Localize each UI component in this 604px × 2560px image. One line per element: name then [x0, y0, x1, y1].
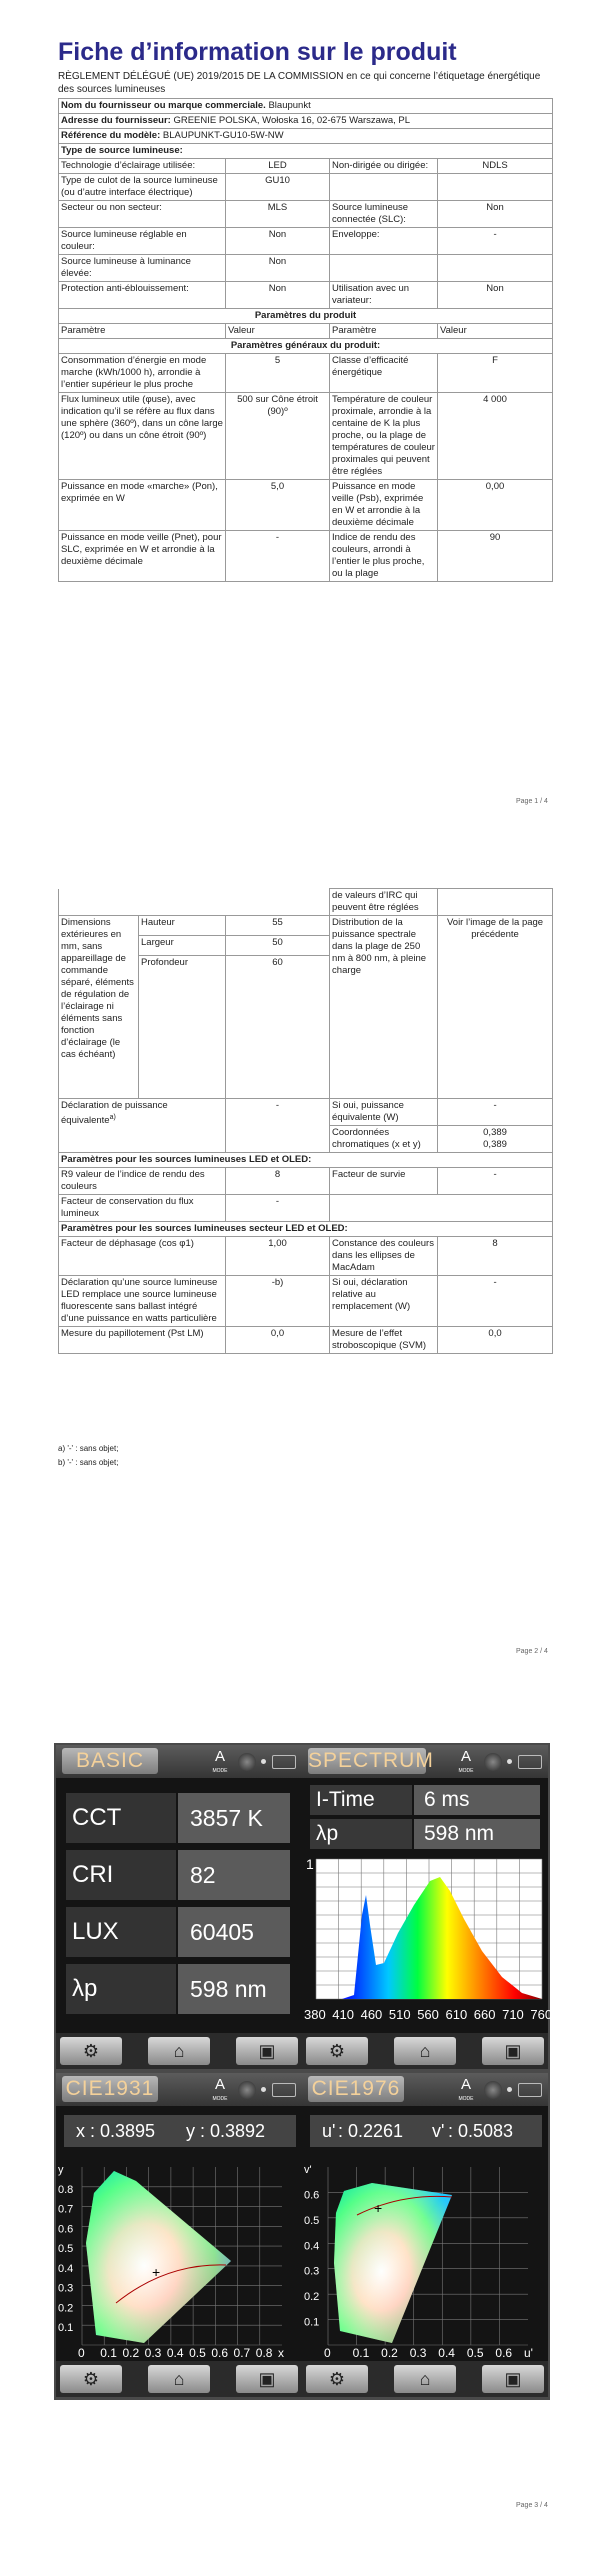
- spectrometer-screenshot: [54, 1743, 553, 2400]
- param-label: Technologie d’éclairage utilisée:: [59, 159, 226, 174]
- itime-value: 6 ms: [414, 1785, 540, 1815]
- param-value: -: [438, 228, 553, 255]
- cri-value: 82: [178, 1850, 290, 1900]
- knob-icon[interactable]: [238, 2081, 256, 2099]
- mode-a-button[interactable]: [454, 2077, 478, 2101]
- replacement-watt-value: -: [438, 1276, 553, 1327]
- y-label: y: [186, 2121, 195, 2141]
- param-value: Non: [226, 255, 330, 282]
- x-axis-label: 0.3: [409, 2346, 427, 2360]
- y-axis-label: 0.1: [304, 2316, 320, 2329]
- r9-label: R9 valeur de l’indice de rendu des couleurs: [59, 1168, 226, 1195]
- page-number-2: Page 2 / 4: [516, 1648, 548, 1655]
- dot-icon: [507, 1759, 512, 1764]
- x-axis-label: 0.4: [438, 2346, 455, 2360]
- type-rows: [59, 159, 553, 309]
- measurement-marker: +: [152, 2264, 161, 2280]
- cct-value: 3857 K: [178, 1793, 290, 1843]
- table-row: [59, 201, 553, 228]
- col-value-1: Valeur: [226, 324, 330, 339]
- y-axis-label: v': [304, 2164, 312, 2176]
- uv-readout: [310, 2115, 542, 2147]
- knob-icon[interactable]: [484, 2081, 502, 2099]
- table-row: [59, 480, 553, 531]
- survival-label: Facteur de survie: [330, 1168, 438, 1195]
- x-axis-label: 0.1: [352, 2346, 370, 2360]
- supplier-value: Blaupunkt: [268, 100, 311, 111]
- basic-panel: [56, 1745, 302, 2069]
- param-label: [330, 174, 438, 201]
- power-factor-label: Facteur de déphasage (cos φ1): [59, 1237, 226, 1276]
- cri-label: CRI: [66, 1850, 176, 1900]
- x-tick-label: 710: [502, 2007, 524, 2022]
- y-axis-label: 0.3: [58, 2282, 74, 2295]
- gear-icon[interactable]: ⚙: [60, 2365, 122, 2393]
- x-tick-label: 560: [417, 2007, 439, 2022]
- footnote-a: a) '-' : sans objet;: [58, 1444, 119, 1453]
- param-value: 0,00: [438, 480, 553, 531]
- param-label: Classe d’efficacité énergétique: [330, 354, 438, 393]
- y-axis-label: 0.2: [304, 2291, 320, 2304]
- param-label: Puissance en mode veille (Pnet), pour SLC, exprimée en W et arrondie à la deuxième décimale: [59, 531, 226, 582]
- param-label: Puissance en mode veille (Psb), exprimée en W et arrondie à la deuxième décimale: [330, 480, 438, 531]
- param-label: Protection anti-éblouissement:: [59, 282, 226, 309]
- y-axis-label: 0.4: [304, 2240, 320, 2253]
- cie1931-tab[interactable]: CIE1931: [62, 2076, 158, 2102]
- y-axis-label: 0.7: [58, 2203, 74, 2216]
- u-value: : 0.2261: [338, 2121, 404, 2141]
- x-tick-label: 610: [445, 2007, 468, 2022]
- itime-row: [310, 1785, 542, 1815]
- dim-width-label: Largeur: [139, 936, 226, 956]
- chromaticity-label: Coordonnées chromatiques (x et y): [330, 1126, 438, 1153]
- param-value: 5: [226, 354, 330, 393]
- dimensions-label: Dimensions extérieures en mm, sans appareillage de commande séparé, éléments de régulation de l’éclairage ni éléments sans fonction d’éclairage (le cas échéant): [59, 916, 139, 1099]
- y-axis-label: 0.3: [304, 2265, 320, 2278]
- battery-icon: [518, 2083, 542, 2097]
- spectral-label: Distribution de la puissance spectrale dans la plage de 250 nm à 800 nm, à pleine charge: [330, 916, 438, 1099]
- x-label: x: [76, 2121, 85, 2141]
- replacement-value: -b): [226, 1276, 330, 1327]
- peak-label: λp: [66, 1964, 176, 2014]
- x-tick-label: 760: [530, 2007, 553, 2022]
- battery-icon: [272, 1755, 296, 1769]
- supplier-label: Nom du fournisseur ou marque commerciale.: [61, 100, 266, 111]
- page-number-3: Page 3 / 4: [516, 2502, 548, 2509]
- y-axis-label: 0.8: [58, 2183, 74, 2196]
- table-row: [59, 255, 553, 282]
- spectrum-tab[interactable]: SPECTRUM: [308, 1749, 434, 1772]
- y-axis-label: 0.4: [58, 2262, 74, 2275]
- cie1931-chart: [56, 2153, 302, 2359]
- param-label: Puissance en mode «marche» (Pon), exprimée en W: [59, 480, 226, 531]
- declaration-note: a): [109, 1114, 116, 1121]
- address-label: Adresse du fournisseur:: [61, 115, 171, 126]
- cie1976-panel: [302, 2073, 548, 2397]
- lux-value: 60405: [178, 1907, 290, 1957]
- x-axis-label: 0.2: [122, 2346, 140, 2360]
- param-value: Non: [438, 201, 553, 228]
- mode-letter: A: [214, 1748, 225, 1765]
- x-axis-label: 0.8: [255, 2346, 273, 2360]
- x-tick-label: 660: [473, 2007, 496, 2022]
- macadam-label: Constance des couleurs dans les ellipses de MacAdam: [330, 1237, 438, 1276]
- footer-bar: [302, 2033, 548, 2069]
- y-axis-label: 0.5: [304, 2214, 320, 2227]
- page-1: [0, 0, 604, 830]
- xy-readout: [64, 2115, 296, 2147]
- gear-icon[interactable]: ⚙: [60, 2037, 122, 2065]
- table-row: [59, 174, 553, 201]
- x-axis-label: 0.5: [189, 2346, 206, 2360]
- param-value: [438, 174, 553, 201]
- table-row: [59, 531, 553, 582]
- mode-letter: A: [460, 1748, 471, 1765]
- declaration-label: Déclaration de puissance équivalente: [61, 1100, 168, 1127]
- param-value: -: [226, 531, 330, 582]
- x-axis-label: 0.5: [466, 2346, 484, 2360]
- stroboscopic-label: Mesure de l’effet stroboscopique (SVM): [330, 1327, 438, 1354]
- home-icon[interactable]: ⌂: [394, 2037, 456, 2065]
- param-value: 500 sur Cône étroit (90)º: [226, 393, 330, 480]
- x-axis-label: 0: [324, 2346, 331, 2360]
- param-value: 90: [438, 531, 553, 582]
- equivalent-label: Si oui, puissance équivalente (W): [330, 1099, 438, 1126]
- battery-icon: [518, 1755, 542, 1769]
- x-axis-label: 0.6: [495, 2346, 513, 2360]
- param-label: [330, 255, 438, 282]
- param-value: F: [438, 354, 553, 393]
- param-value: Non: [226, 228, 330, 255]
- mode-a-button[interactable]: [208, 2077, 232, 2101]
- x-tick-label: 380: [304, 2007, 326, 2022]
- lux-label: LUX: [66, 1907, 176, 1957]
- mode-a-button[interactable]: [208, 1749, 232, 1773]
- param-value: NDLS: [438, 159, 553, 174]
- address-value: GREENIE POLSKA, Wołoska 16, 02-675 Warszawa, PL: [173, 115, 410, 126]
- col-param-2: Paramètre: [330, 324, 438, 339]
- param-label: Secteur ou non secteur:: [59, 201, 226, 228]
- declaration-value: -: [226, 1099, 330, 1153]
- peak-value: 598 nm: [178, 1964, 290, 2014]
- dot-icon: [261, 2087, 266, 2092]
- x-axis-label: 0.1: [100, 2346, 117, 2360]
- save-icon[interactable]: ▣: [236, 2365, 298, 2393]
- home-icon[interactable]: ⌂: [148, 2037, 210, 2065]
- table-row: [59, 354, 553, 393]
- lumen-maint-label: Facteur de conservation du flux lumineux: [59, 1195, 226, 1222]
- cct-row: [66, 1793, 294, 1843]
- param-label: Type de culot de la source lumineuse (ou d’autre interface électrique): [59, 174, 226, 201]
- x-axis-label: 0.4: [166, 2346, 184, 2360]
- equivalent-value: -: [438, 1099, 553, 1126]
- model-label: Référence du modèle:: [61, 130, 161, 141]
- mode-sub: MODE: [458, 1768, 474, 1774]
- params-header: Paramètres du produit: [59, 309, 553, 324]
- save-icon[interactable]: ▣: [236, 2037, 298, 2065]
- x-axis-label: 0: [78, 2346, 85, 2360]
- flicker-value: 0,0: [226, 1327, 330, 1354]
- lp-value: 598 nm: [414, 1819, 540, 1849]
- gamut-overlay: [86, 2171, 231, 2343]
- spectral-value: Voir l’image de la page précédente: [438, 916, 553, 1099]
- lp-row: [310, 1819, 542, 1849]
- x-tick-labels: [304, 2007, 552, 2022]
- knob-icon[interactable]: [484, 1753, 502, 1771]
- x-tick-label: 510: [388, 2007, 411, 2022]
- y-axis-label: 0.6: [304, 2189, 320, 2202]
- col-value-2: Valeur: [438, 324, 553, 339]
- page-number-1: Page 1 / 4: [516, 798, 548, 805]
- general-rows: [59, 354, 553, 582]
- y-axis-label: 0.5: [58, 2243, 74, 2256]
- general-header: Paramètres généraux du produit:: [59, 339, 553, 354]
- footer-bar: [56, 2361, 302, 2397]
- cri-continued: de valeurs d’IRC qui peuvent être réglées: [330, 889, 438, 916]
- mode-sub: MODE: [458, 2096, 474, 2102]
- cct-label: CCT: [66, 1793, 176, 1843]
- dot-icon: [261, 1759, 266, 1764]
- cie1976-chart: [302, 2153, 548, 2359]
- spectrum-chart: [302, 1855, 553, 2031]
- dim-height-value: 55: [226, 916, 330, 936]
- dim-depth-label: Profondeur: [139, 956, 226, 1099]
- gear-icon[interactable]: ⚙: [306, 2365, 368, 2393]
- r9-value: 8: [226, 1168, 330, 1195]
- mode-sub: MODE: [212, 1768, 228, 1774]
- gear-icon[interactable]: ⚙: [306, 2037, 368, 2065]
- x-axis-label: x: [278, 2346, 284, 2360]
- dim-depth-value: 60: [226, 956, 330, 1099]
- cie1931-panel: [56, 2073, 302, 2397]
- x-axis-label: 0.3: [144, 2346, 162, 2360]
- param-label: Utilisation avec un variateur:: [330, 282, 438, 309]
- page-2: [0, 880, 604, 1680]
- cie1976-tab[interactable]: CIE1976: [308, 2076, 404, 2102]
- param-value: [438, 255, 553, 282]
- basic-tab[interactable]: BASIC: [62, 1748, 158, 1774]
- led-header: Paramètres pour les sources lumineuses LED et OLED:: [59, 1153, 553, 1168]
- peak-row: [66, 1964, 294, 2014]
- product-info-table: [58, 98, 553, 582]
- lux-row: [66, 1907, 294, 1957]
- dim-height-label: Hauteur: [139, 916, 226, 936]
- mains-header: Paramètres pour les sources lumineuses secteur LED et OLED:: [59, 1222, 553, 1237]
- mode-a-button[interactable]: [454, 1749, 478, 1773]
- x-value: : 0.3895: [90, 2121, 156, 2141]
- knob-icon[interactable]: [238, 1753, 256, 1771]
- param-value: GU10: [226, 174, 330, 201]
- doc-subtitle: RÈGLEMENT DÉLÉGUÉ (UE) 2019/2015 DE LA COMMISSION en ce qui concerne l’étiquetage énergétique des sources lumineuses: [58, 71, 541, 95]
- u-label: u': [322, 2121, 336, 2141]
- x-axis-label: 0.6: [211, 2346, 229, 2360]
- gamut-overlay: [334, 2183, 452, 2343]
- replacement-watt-label: Si oui, déclaration relative au remplacement (W): [330, 1276, 438, 1327]
- param-value: Non: [226, 282, 330, 309]
- measurement-marker: +: [374, 2200, 383, 2216]
- y-axis-label: 0.2: [58, 2302, 74, 2315]
- itime-label: I-Time: [310, 1785, 412, 1815]
- table-row: [59, 282, 553, 309]
- footer-bar: [56, 2033, 302, 2069]
- product-info-table-cont: [58, 888, 553, 1354]
- type-header: Type de source lumineuse:: [59, 144, 553, 159]
- x-axis-label: u': [524, 2346, 533, 2360]
- table-row: [59, 393, 553, 480]
- param-label: Consommation d’énergie en mode marche (kWh/1000 h), arrondie à l’entier supérieur le plus proche: [59, 354, 226, 393]
- v-value: : 0.5083: [448, 2121, 514, 2141]
- x-tick-label: 410: [332, 2007, 355, 2022]
- mode-letter: A: [214, 2076, 225, 2093]
- param-value: 4 000: [438, 393, 553, 480]
- battery-icon: [272, 2083, 296, 2097]
- param-value: MLS: [226, 201, 330, 228]
- y-value: : 0.3892: [200, 2121, 266, 2141]
- mode-sub: MODE: [212, 2096, 228, 2102]
- footer-bar: [302, 2361, 548, 2397]
- model-value: BLAUPUNKT-GU10-5W-NW: [162, 130, 284, 141]
- x-axis-label: 0.2: [381, 2346, 398, 2360]
- x-tick-label: 460: [360, 2007, 383, 2022]
- cri-row: [66, 1850, 294, 1900]
- spectrum-panel: [302, 1745, 553, 2069]
- stroboscopic-value: 0,0: [438, 1327, 553, 1354]
- replacement-label: Déclaration qu’une source lumineuse LED remplace une source lumineuse fluorescente sans ballast intégré d’une puissance en watts particulière: [59, 1276, 226, 1327]
- x-axis-label: 0.7: [233, 2346, 251, 2360]
- param-label: Indice de rendu des couleurs, arrondi à l’entier le plus proche, ou la plage: [330, 531, 438, 582]
- survival-value: -: [438, 1168, 553, 1195]
- flicker-label: Mesure du papillotement (Pst LM): [59, 1327, 226, 1354]
- y-max-label: 1: [306, 1856, 314, 1872]
- table-row: [59, 228, 553, 255]
- home-icon[interactable]: ⌂: [148, 2365, 210, 2393]
- footnote-b: b) '-' : sans objet;: [58, 1458, 119, 1467]
- v-label: v': [432, 2121, 445, 2141]
- col-param-1: Paramètre: [59, 324, 226, 339]
- param-label: Enveloppe:: [330, 228, 438, 255]
- lumen-maint-value: -: [226, 1195, 330, 1222]
- param-value: 5,0: [226, 480, 330, 531]
- save-icon[interactable]: ▣: [482, 2037, 544, 2065]
- mode-letter: A: [460, 2076, 471, 2093]
- y-axis-label: 0.6: [58, 2223, 74, 2236]
- dot-icon: [507, 2087, 512, 2092]
- doc-title: Fiche d’information sur le produit: [58, 38, 457, 66]
- save-icon[interactable]: ▣: [482, 2365, 544, 2393]
- param-value: LED: [226, 159, 330, 174]
- macadam-value: 8: [438, 1237, 553, 1276]
- table-row: [59, 159, 553, 174]
- y-axis-label: 0.1: [58, 2322, 74, 2335]
- param-label: Source lumineuse réglable en couleur:: [59, 228, 226, 255]
- lp-label: λp: [310, 1819, 412, 1849]
- chromaticity-x: 0,389: [483, 1127, 507, 1138]
- param-value: Non: [438, 282, 553, 309]
- param-label: Non-dirigée ou dirigée:: [330, 159, 438, 174]
- dim-width-value: 50: [226, 936, 330, 956]
- param-label: Source lumineuse à luminance élevée:: [59, 255, 226, 282]
- y-axis-label: y: [58, 2164, 64, 2176]
- chromaticity-y: 0,389: [483, 1139, 507, 1150]
- param-label: Température de couleur proximale, arrondie à la centaine de K la plus proche, ou la plage de températures de couleur proximales qui peuvent être réglées: [330, 393, 438, 480]
- param-label: Flux lumineux utile (φuse), avec indication qu’il se réfère au flux dans une sphère (360º), dans un cône large (120º) ou dans un cône étroit (90º): [59, 393, 226, 480]
- home-icon[interactable]: ⌂: [394, 2365, 456, 2393]
- param-label: Source lumineuse connectée (SLC):: [330, 201, 438, 228]
- power-factor-value: 1,00: [226, 1237, 330, 1276]
